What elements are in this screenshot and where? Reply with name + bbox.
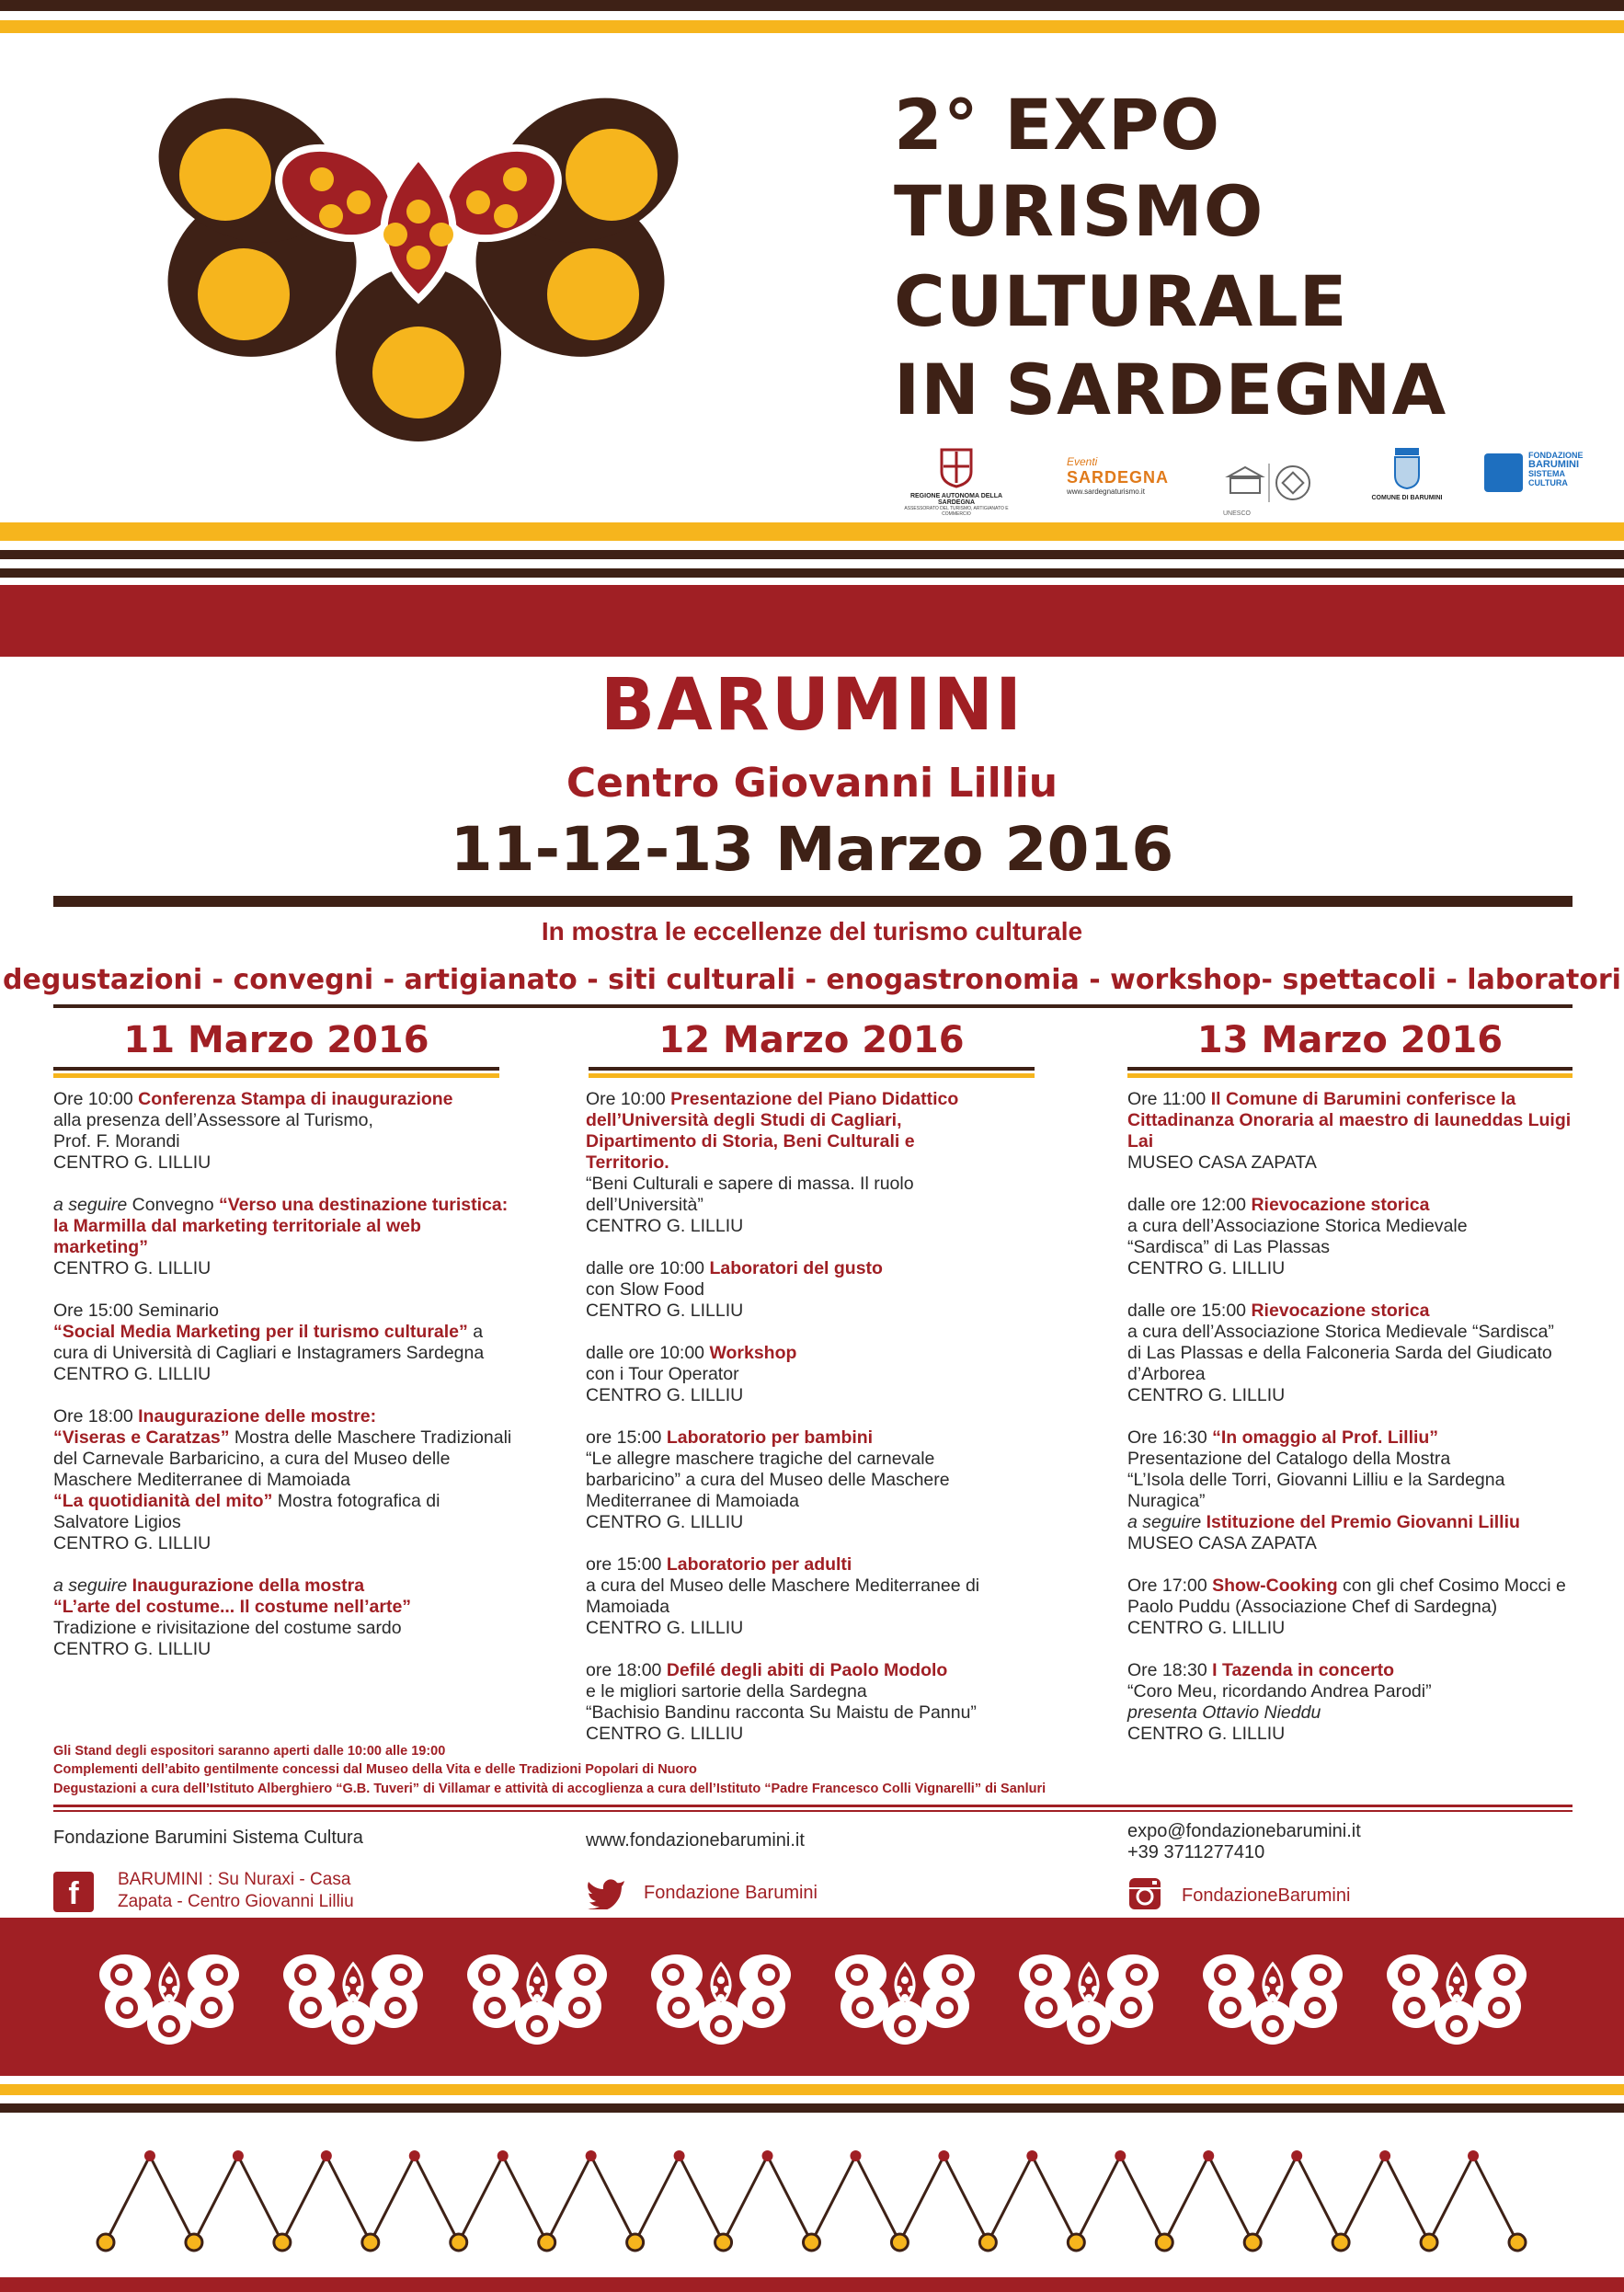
zigzag-dot — [1291, 2150, 1302, 2161]
zigzag-dot — [762, 2150, 773, 2161]
event-item: dalle ore 15:00 Rievocazione storica a cura dell’Associazione Storica Medievale “Sardisca” di Las Plassas e della Falconeria Sarda del Giudicato d’Arborea CENTRO G. LILLIU — [1127, 1301, 1554, 1405]
zigzag-dot — [979, 2234, 996, 2251]
dates-rule — [53, 896, 1573, 907]
fondazione-logo: FONDAZIONE BARUMINI SISTEMA CULTURA — [1484, 451, 1576, 497]
zigzag-dot — [804, 2234, 820, 2251]
comune-logo: COMUNE DI BARUMINI — [1370, 446, 1444, 501]
event-item: dalle ore 12:00 Rievocazione storica a cura dell’Associazione Storica Medievale “Sardisca” di Las Plassas CENTRO G. LILLIU — [1127, 1195, 1468, 1278]
mini-butterfly-icon — [96, 1947, 243, 2048]
footer-org: Fondazione Barumini Sistema Cultura — [53, 1828, 363, 1848]
notes-rule-2 — [53, 1810, 1573, 1812]
zigzag-dot — [362, 2234, 379, 2251]
zigzag-dot — [1115, 2150, 1126, 2161]
top-yellow-stripe — [0, 20, 1624, 33]
event-item: a seguire Inaugurazione della mostra “L’arte del costume... Il costume nell’arte” Tradizione e rivisitazione del costume sardo CENTRO G. LILLIU — [53, 1576, 412, 1659]
comune-crest-icon — [1391, 446, 1423, 490]
top-brown-stripe — [0, 0, 1624, 11]
regione-crest-icon — [938, 446, 975, 488]
unesco-logo: UNESCO — [1223, 460, 1315, 517]
zigzag-dot — [1421, 2234, 1437, 2251]
regione-logo: REGIONE AUTONOMA DELLA SARDEGNA ASSESSORATO DEL TURISMO, ARTIGIANATO E COMMERCIO — [892, 446, 1021, 517]
zigzag-dot — [850, 2150, 861, 2161]
note-2: Complementi dell’abito gentilmente concessi dal Museo della Vita e delle Tradizioni Popolari di Nuoro — [53, 1762, 697, 1777]
event-item: a seguire Convegno “Verso una destinazione turistica: la Marmilla dal marketing territoriale al web marketing” CENTRO G. LILLIU — [53, 1195, 509, 1278]
day-1-rule-yellow — [53, 1073, 499, 1078]
day-3-title: 13 Marzo 2016 — [1196, 1019, 1504, 1061]
website-link[interactable]: www.fondazionebarumini.it — [586, 1830, 805, 1851]
day-1-title: 11 Marzo 2016 — [123, 1019, 429, 1061]
event-item: Ore 17:00 Show-Cooking con gli chef Cosimo Mocci e Paolo Puddu (Associazione Chef di Sardegna) CENTRO G. LILLIU — [1127, 1576, 1566, 1638]
day-2-program — [586, 1089, 981, 1766]
zigzag-dot — [1244, 2234, 1261, 2251]
event-item: Ore 10:00 Conferenza Stampa di inaugurazione alla presenza dell’Assessore al Turismo, Prof. F. Morandi CENTRO G. LILLIU — [53, 1089, 453, 1173]
zigzag-dot — [321, 2150, 332, 2161]
twitter-link[interactable]: Fondazione Barumini — [644, 1883, 818, 1903]
zigzag-line — [106, 2156, 1517, 2242]
fondazione-mark-icon — [1484, 453, 1523, 492]
notes-rule-1 — [53, 1805, 1573, 1807]
zigzag-dot — [674, 2150, 685, 2161]
email-link[interactable]: expo@fondazionebarumini.it — [1127, 1821, 1361, 1841]
event-item: ore 15:00 Laboratorio per adulti a cura del Museo delle Maschere Mediterranee di Mamoiada CENTRO G. LILLIU — [586, 1554, 980, 1638]
mid-brown-stripe-1 — [0, 550, 1624, 559]
zigzag-dot — [274, 2234, 291, 2251]
mini-butterfly-icon — [463, 1947, 611, 2048]
zigzag-dot — [451, 2234, 467, 2251]
day-2-title: 12 Marzo 2016 — [658, 1019, 965, 1061]
zigzag-dot — [1332, 2234, 1349, 2251]
title-line-1: 2° EXPO — [894, 84, 1221, 166]
zigzag-dot — [97, 2234, 114, 2251]
zigzag-dot — [409, 2150, 420, 2161]
title-line-4: IN SARDEGNA — [894, 349, 1447, 430]
title-line-2: TURISMO — [894, 170, 1264, 252]
event-place: BARUMINI — [600, 664, 1024, 747]
day-3-rule-yellow — [1127, 1073, 1573, 1078]
event-item: Ore 18:30 I Tazenda in concerto “Coro Meu, ricordando Andrea Parodi” presenta Ottavio Nieddu CENTRO G. LILLIU — [1127, 1660, 1432, 1744]
day-3-program — [1127, 1089, 1573, 1766]
mini-butterfly-row — [0, 1936, 1624, 2065]
facebook-icon[interactable]: f — [53, 1872, 94, 1912]
zigzag-dot — [144, 2150, 155, 2161]
day-3-rule — [1127, 1067, 1573, 1071]
event-item: dalle ore 10:00 Workshop con i Tour Operator CENTRO G. LILLIU — [586, 1343, 797, 1405]
day-2-rule — [589, 1067, 1035, 1071]
mid-brown-stripe-2 — [0, 568, 1624, 578]
event-item: Ore 11:00 Il Comune di Barumini conferisce la Cittadinanza Onoraria al maestro di launeddas Luigi Lai MUSEO CASA ZAPATA — [1127, 1089, 1572, 1173]
day-1-program — [53, 1089, 513, 1681]
zigzag-dot — [1509, 2234, 1526, 2251]
mini-butterfly-icon — [1015, 1947, 1162, 2048]
zigzag-dot — [1068, 2234, 1084, 2251]
instagram-link[interactable]: FondazioneBarumini — [1182, 1885, 1351, 1906]
mid-red-band — [0, 585, 1624, 657]
phone-number: +39 3711277410 — [1127, 1842, 1265, 1862]
event-item: Ore 16:30 “In omaggio al Prof. Lilliu” Presentazione del Catalogo della Mostra “L’Isola delle Torri, Giovanni Lilliu e la Sardegna Nuragica” a seguire Istituzione del Premio Giovanni Lilliu MUSEO CASA ZAPATA — [1127, 1427, 1520, 1553]
event-dates: 11-12-13 Marzo 2016 — [450, 814, 1174, 885]
bottom-red-stripe — [0, 2277, 1624, 2292]
event-item: Ore 15:00 Seminario “Social Media Marketing per il turismo culturale” a cura di Università di Cagliari e Instagramers Sardegna CENTRO G. LILLIU — [53, 1301, 485, 1384]
zigzag-dot — [586, 2150, 597, 2161]
facebook-link[interactable]: BARUMINI : Su Nuraxi - Casa Zapata - Centro Giovanni Lilliu — [118, 1870, 354, 1911]
zigzag-dot — [891, 2234, 908, 2251]
event-item: ore 18:00 Defilé degli abiti di Paolo Modolo e le migliori sartorie della Sardegna “Bachisio Bandinu racconta Su Maistu de Pannu” CENTRO G. LILLIU — [586, 1660, 977, 1744]
zigzag-dot — [627, 2234, 644, 2251]
event-activities: degustazioni - convegni - artigianato - siti culturali - enogastronomia - workshop- spettacoli - laboratori — [3, 964, 1621, 996]
zigzag-dot — [1026, 2150, 1037, 2161]
mini-butterfly-icon — [1199, 1947, 1346, 2048]
twitter-icon[interactable] — [586, 1876, 626, 1909]
instagram-icon[interactable] — [1127, 1876, 1162, 1911]
zigzag-dot — [497, 2150, 509, 2161]
title-line-3: CULTURALE — [894, 260, 1348, 342]
zigzag-dot — [1468, 2150, 1479, 2161]
mid-yellow-stripe — [0, 522, 1624, 541]
day-2-rule-yellow — [589, 1073, 1035, 1078]
mini-butterfly-icon — [647, 1947, 795, 2048]
mini-butterfly-icon — [831, 1947, 978, 2048]
butterfly-logo-icon — [138, 87, 708, 446]
event-item: ore 15:00 Laboratorio per bambini “Le allegre maschere tragiche del carnevale barbaricino” a cura del Museo delle Maschere Mediterranee di Mamoiada CENTRO G. LILLIU — [586, 1427, 950, 1532]
zigzag-pattern — [0, 2143, 1624, 2263]
day-1-rule — [53, 1067, 499, 1071]
sardegna-turismo-logo: Eventi SARDEGNA www.sardegnaturismo.it — [1067, 455, 1170, 496]
zigzag-dot — [1156, 2234, 1172, 2251]
zigzag-dot — [233, 2150, 244, 2161]
activities-rule — [53, 1004, 1573, 1008]
event-item: dalle ore 10:00 Laboratori del gusto con Slow Food CENTRO G. LILLIU — [586, 1258, 883, 1321]
note-1: Gli Stand degli espositori saranno aperti dalle 10:00 alle 19:00 — [53, 1744, 446, 1759]
zigzag-dot — [938, 2150, 949, 2161]
event-venue: Centro Giovanni Lilliu — [566, 760, 1058, 807]
bottom-brown-stripe — [0, 2103, 1624, 2113]
event-tagline: In mostra le eccellenze del turismo culturale — [541, 917, 1083, 945]
zigzag-dot — [715, 2234, 732, 2251]
zigzag-dot — [1203, 2150, 1214, 2161]
zigzag-dot — [539, 2234, 555, 2251]
zigzag-dot — [186, 2234, 202, 2251]
unesco-temple-icon — [1223, 460, 1315, 506]
bottom-yellow-stripe — [0, 2084, 1624, 2095]
mini-butterfly-icon — [280, 1947, 427, 2048]
note-3: Degustazioni a cura dell’Istituto Alberghiero “G.B. Tuveri” di Villamar e attività di accoglienza a cura dell’Istituto “Padre Francesco Colli Vignarelli” di Sanluri — [53, 1782, 1046, 1796]
zigzag-dot — [1379, 2150, 1390, 2161]
mini-butterfly-icon — [1383, 1947, 1530, 2048]
event-item: Ore 10:00 Presentazione del Piano Didattico dell’Università degli Studi di Cagliari, Dipartimento di Storia, Beni Culturali e Territorio. “Beni Culturali e sapere di massa. Il ruolo dell’Università” CENTRO G. LILLIU — [586, 1089, 959, 1236]
event-item: Ore 18:00 Inaugurazione delle mostre: “Viseras e Caratzas” Mostra delle Maschere Tradizionali del Carnevale Barbaricino, a cura del Museo delle Maschere Mediterranee di Mamoiada “La quotidianità del mito” Mostra fotografica di Salvatore Ligios CENTRO G. LILLIU — [53, 1406, 512, 1553]
